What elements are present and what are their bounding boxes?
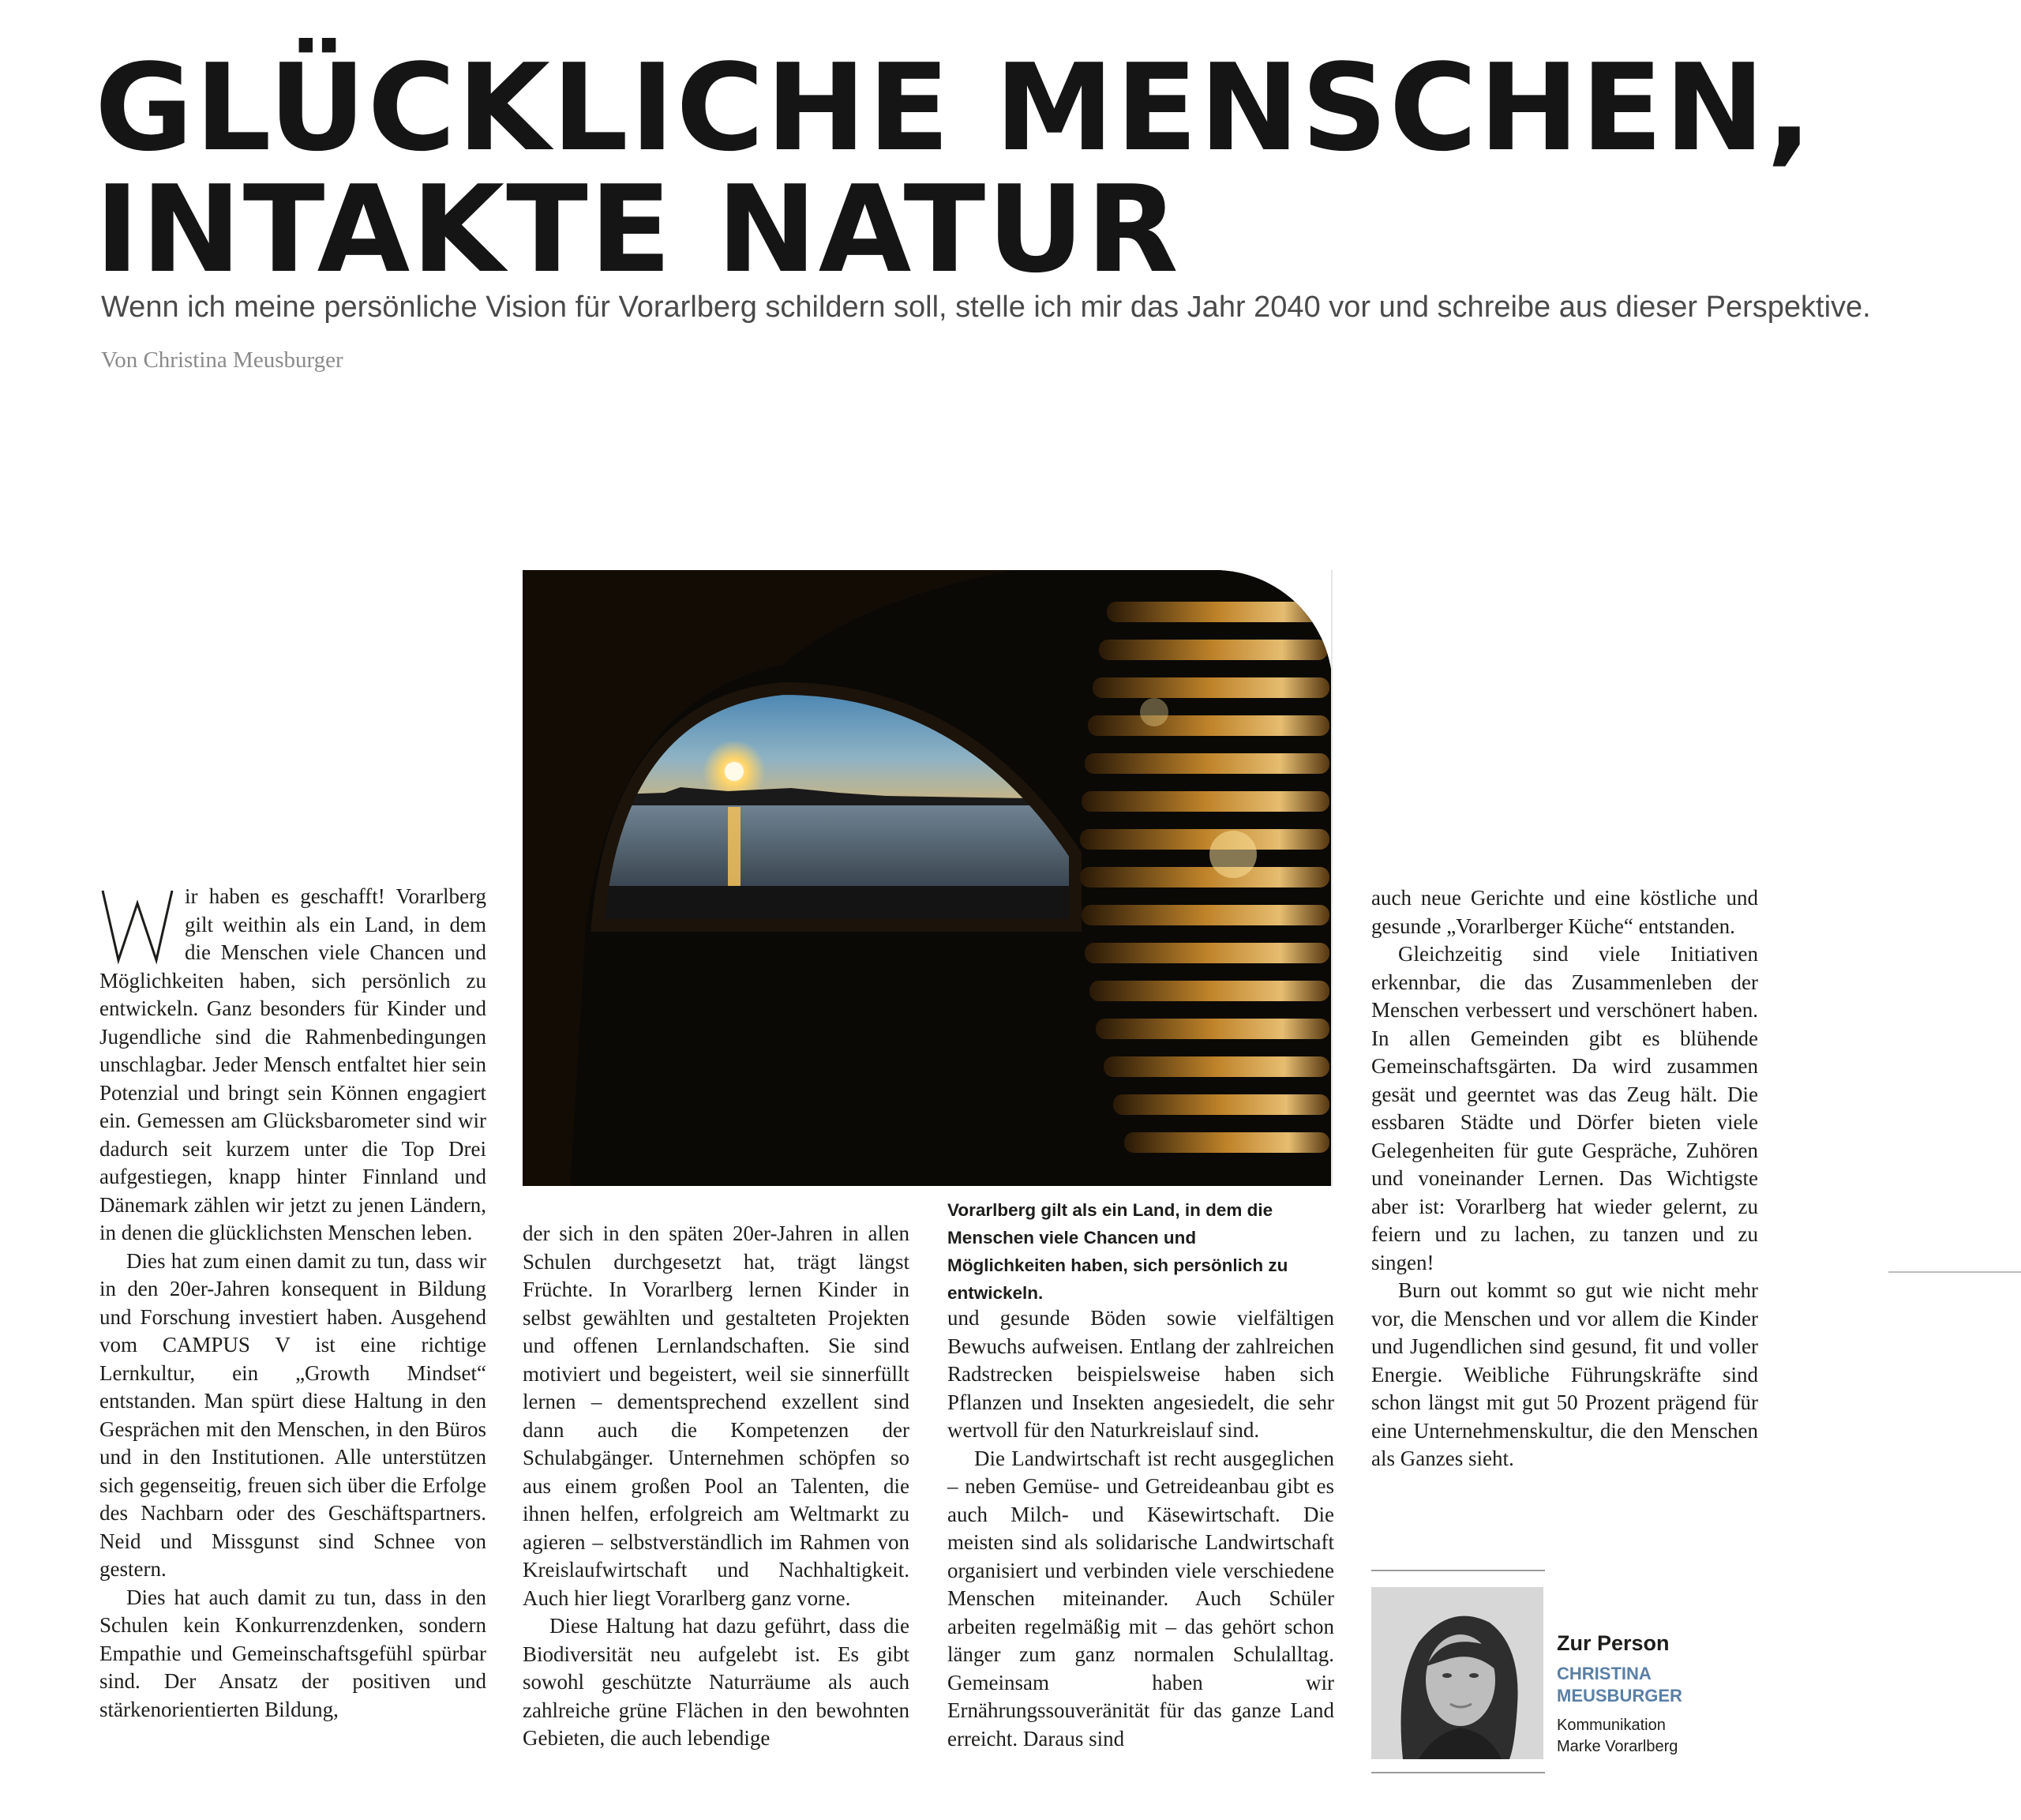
person-role	[1557, 1715, 1746, 1758]
person-name	[1557, 1663, 1746, 1707]
paragraph	[99, 883, 486, 1248]
person-box-top-rule	[1371, 1570, 1545, 1571]
photo-caption: Vorarlberg gilt als ein Land, in dem die Menschen viele Chancen und Möglichkeiten haben, sich persönlich zu entwickeln.	[947, 1200, 1288, 1303]
article-col3-p2: Die Landwirtschaft ist recht ausgeglichen – neben Gemüse- und Getreideanbau gibt es auch Milch- und Käsewirtschaft. Die meisten sind als solidarische Landwirtschaft organisiert und verbinden viele verschiedene Menschen miteinander. Auch Schüler arbeiten regelmäßig mit – das gehört schon länger zum ganz normalen Schulalltag. Gemeinsam haben wir Ernährungssouveränität für das ganze Land erreicht. Daraus sind	[947, 1446, 1334, 1751]
sunset-tunnel-image	[523, 570, 1333, 1186]
dropcap-letter-w	[99, 886, 175, 965]
article-col2-p2: Diese Haltung hat dazu geführt, dass die Biodiversität neu aufgelebt ist. Es gibt sowohl geschützte Naturräume als auch zahlreiche grüne Flächen in den bewohnten Gebieten, die auch lebendige	[523, 1614, 909, 1750]
person-name-line-1: CHRISTINA	[1557, 1664, 1652, 1683]
headline-line-2: INTAKTE NATUR	[95, 159, 1180, 299]
article-col4-p1: auch neue Gerichte und eine köstliche und gesunde „Vorarlberger Küche“ entstanden.	[1371, 886, 1758, 938]
headline	[95, 38, 1832, 299]
article-column-1	[99, 883, 486, 1724]
author-portrait	[1371, 1587, 1543, 1759]
article-col1-p3: Dies hat auch damit zu tun, dass in den Schulen kein Konkurrenzdenken, sondern Empathie und Gemeinschaftsgefühl spürbar sind. Der Ansatz der positiven und stärkenorientierten Bildung,	[99, 1585, 486, 1721]
person-role-line-2: Marke Vorarlberg	[1557, 1738, 1678, 1755]
article-column-4	[1371, 884, 1758, 1473]
person-box-bottom-rule	[1371, 1772, 1545, 1773]
subtitle: Wenn ich meine persönliche Vision für Vorarlberg schildern soll, stelle ich mir das Jahr 2040 vor und schreibe aus dieser Perspektive.	[101, 291, 1871, 324]
article-col1-p2: Dies hat zum einen damit zu tun, dass wir in den 20er-Jahren konsequent in Bildung und Forschung investiert haben. Ausgehend vom CAMPUS V ist eine richtige Lernkultur, ein „Growth Mindset“ entstanden. Man spürt diese Haltung in den Gesprächen mit den Menschen, in den Büros und in den Institutionen. Alle unterstützen sich gegenseitig, freuen sich über die Erfolge des Nachbarn oder des Geschäftspartners. Neid und Missgunst sind Schnee von gestern.	[99, 1248, 486, 1581]
photo-divider	[1331, 570, 1333, 1186]
person-box-label: Zur Person	[1557, 1631, 1670, 1655]
article-column-3	[947, 1304, 1334, 1753]
margin-rule	[1888, 1271, 2021, 1273]
person-role-line-1: Kommunikation	[1557, 1717, 1666, 1734]
article-col1-p1: ir haben es geschafft! Vorarlberg gilt weithin als ein Land, in dem die Menschen viele Chancen und Möglichkeiten haben, sich persönlich zu entwickeln. Ganz besonders für Kinder und Jugendliche sind die Rahmenbedingungen unschlagbar. Jeder Mensch entfaltet hier sein Potenzial und bringt sein Können engagiert ein. Gemessen am Glücksbarometer sind wir dadurch seit kurzem unter die Top Drei aufgestiegen, knapp hinter Finnland und Dänemark zählen wir jetzt zu jenen Ländern, in denen die glücklichsten Menschen leben.	[99, 884, 486, 1244]
article-photo	[523, 570, 1333, 1186]
headline-line-1: GLÜCKLICHE MENSCHEN,	[95, 38, 1814, 178]
article-col4-p3: Burn out kommt so gut wie nicht mehr vor, die Menschen und vor allem die Kinder und Jugendlichen sind gesund, fit und voller Energie. Weibliche Führungskräfte sind schon längst mit gut 50 Prozent prägend für eine Unternehmenskultur, die den Menschen als Ganzes sieht.	[1371, 1278, 1758, 1470]
article-col2-p1: der sich in den späten 20er-Jahren in allen Schulen durchgesetzt hat, trägt längst Früchte. In Vorarlberg lernen Kinder in selbst gewählten und gestalteten Projekten und offenen Lernlandschaften. Sie sind motiviert und begeistert, weil sie sinnerfüllt lernen – dementsprechend exzellent sind dann auch die Kompetenzen der Schulabgänger. Unternehmen schöpfen so aus einem großen Pool an Talenten, die ihnen helfen, erfolgreich am Weltmarkt zu agieren – selbstverständlich im Rahmen von Kreislaufwirtschaft und Nachhaltigkeit. Auch hier liegt Vorarlberg ganz vorne.	[523, 1221, 909, 1610]
article-column-2	[523, 1220, 909, 1753]
portrait-image	[1371, 1587, 1543, 1759]
article-col4-p2: Gleichzeitig sind viele Initiativen erkennbar, die das Zusammenleben der Menschen verbessert und verschönert haben. In allen Gemeinden gibt es blühende Gemeinschaftsgärten. Da wird zusammen gesät und geerntet was das Zeug hält. Die essbaren Städte und Dörfer bieten viele Gelegenheiten für gute Gespräche, Zuhören und voneinander Lernen. Das Wichtigste aber ist: Vorarlberg hat wieder gelernt, zu feiern und zu lachen, zu tanzen und zu singen!	[1371, 942, 1758, 1274]
author-line: Von Christina Meusburger	[101, 347, 343, 373]
person-name-line-2: MEUSBURGER	[1557, 1686, 1682, 1706]
article-col3-p1: und gesunde Böden sowie vielfältigen Bewuchs aufweisen. Entlang der zahlreichen Radstrecken beispielsweise haben sich Pflanzen und Insekten angesiedelt, die sehr wertvoll für den Naturkreislauf sind.	[947, 1306, 1334, 1442]
